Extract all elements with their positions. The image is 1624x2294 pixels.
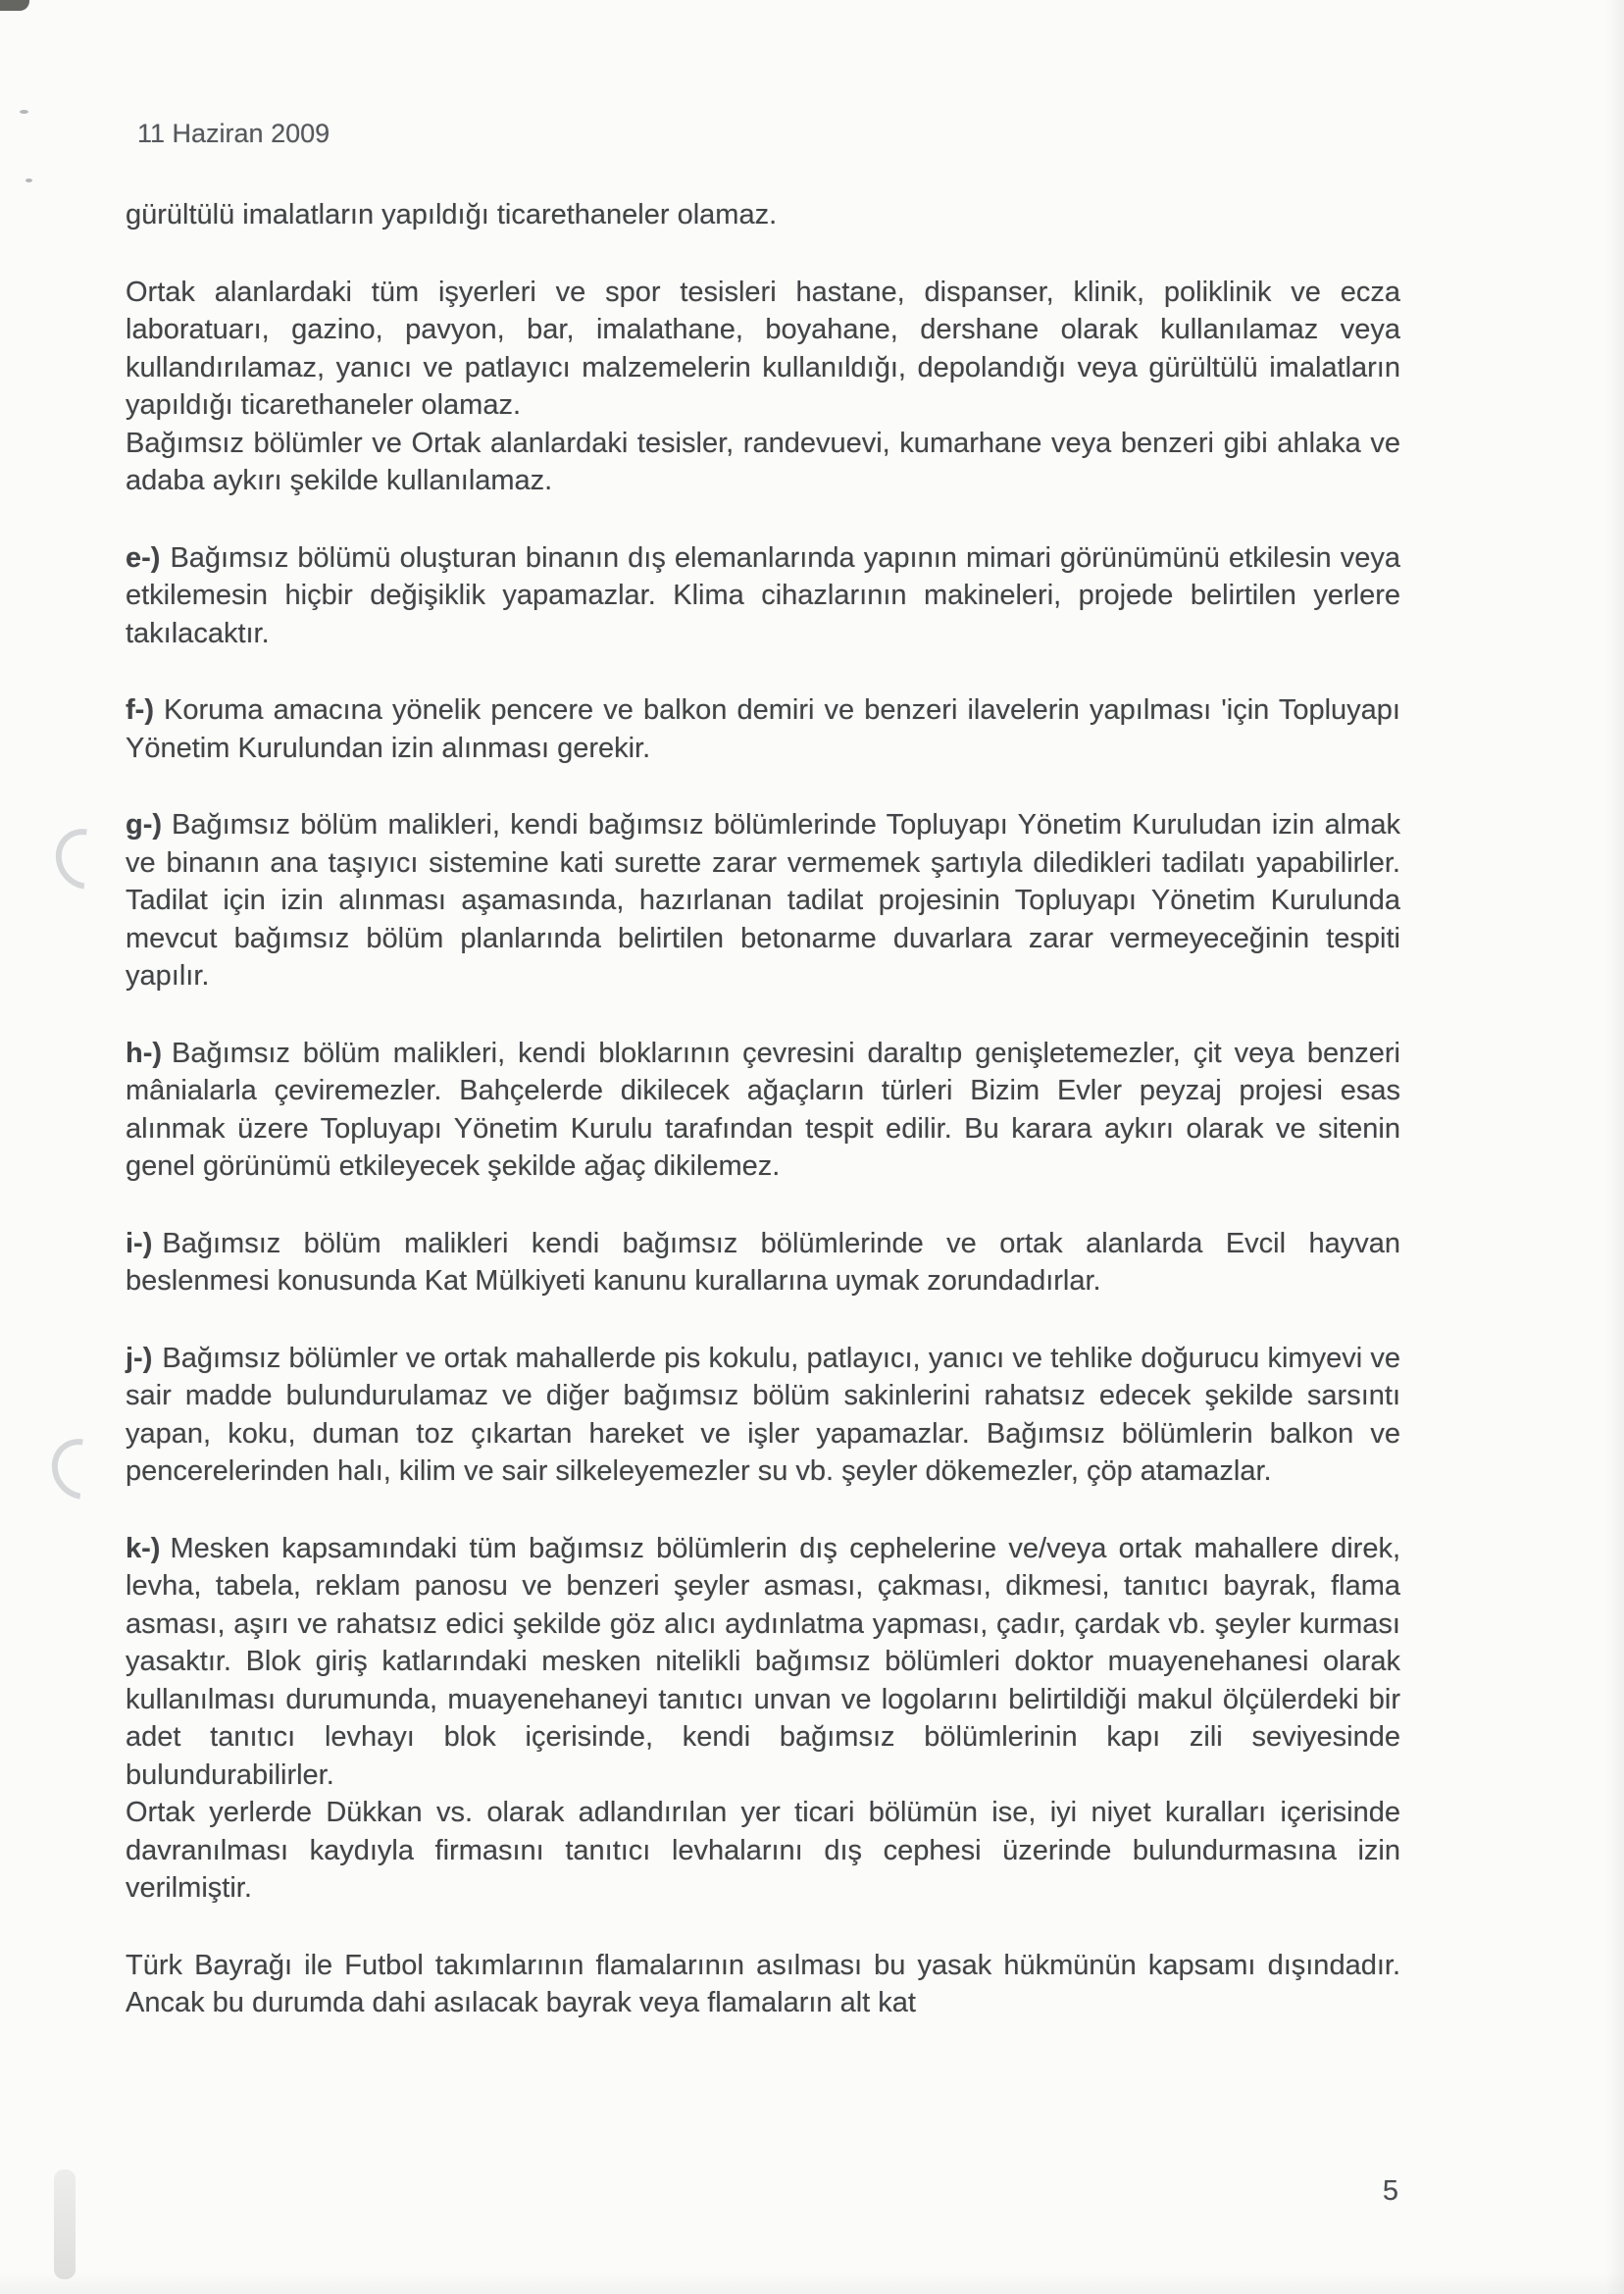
clause-label: k-) [126,1532,161,1564]
paragraph-text: Bağımsız bölümler ve Ortak alanlardaki tesisler, randevuevi, kumarhane veya benzeri gibi ahlaka ve adaba aykırı şekilde kullanılamaz. [126,427,1400,496]
clause-e [126,539,1400,653]
margin-pen-mark [43,817,127,901]
paragraph-text [126,691,1400,767]
clause-label: h-) [126,1037,163,1069]
clause-text: Bağımsız bölümü oluşturan binanın dış elemanlarında yapının mimari görünümünü etkilesin veya etkilemesin hiçbir değişiklik yapamazlar. Klima cihazlarının makineleri, projede belirtilen yerlere takılacaktır. [126,541,1400,649]
paragraph-text: Ortak yerlerde Dükkan vs. olarak adlandırılan yer ticari bölümün ise, iyi niyet kuralları içerisinde davranılması kaydıyla firmasını tanıtıcı levhalarını dış cephesi üzerinde bulundurmasına izin verilmiştir. [126,1797,1400,1904]
clause-text: Mesken kapsamındaki tüm bağımsız bölümlerin dış cephelerine ve/veya ortak mahallere direk, levha, tabela, reklam panosu ve benzeri şeyler asması, çakması, dikmesi, tanıtıcı bayrak, flama asması, aşırı ve rahatsız edici şekilde göz alıcı aydınlatma yapması, çadır, çardak vb. şeyler kurması yasaktır. Blok giriş katlarındaki mesken nitelikli bağımsız bölümleri doktor muayenehanesi olarak kullanılması durumunda, muayenehaneyi tanıtıcı unvan ve logolarını belirtildiği makul ölçülerdeki bir adet tanıtıcı levhayı blok içerisinde, kendi bağımsız bölümlerinin kapı zili seviyesinde bulundurabilirler. [126,1532,1400,1791]
clause-text: Bağımsız bölüm malikleri kendi bağımsız bölümlerinde ve ortak alanlarda Evcil hayvan beslenmesi konusunda Kat Mülkiyeti kanunu kurallarına uymak zorundadırlar. [126,1227,1400,1297]
paragraph-text [126,806,1400,995]
paragraph-continuation [126,196,1400,234]
paragraph-text [126,1035,1400,1186]
clause-k [126,1530,1400,1908]
paragraph-text: Türk Bayrağı ile Futbol takımlarının flamalarının asılması bu yasak hükmünün kapsamı dışındadır. Ancak bu durumda dahi asılacak bayrak veya flamaların alt kat [126,1949,1400,2018]
paragraph-text [126,1530,1400,1795]
paragraph-text: Ortak alanlardaki tüm işyerleri ve spor tesisleri hastane, dispanser, klinik, poliklinik ve ecza laboratuarı, gazino, pavyon, bar, imalathane, boyahane, dershane olarak kullanılamaz veya kullandırılamaz, yanıcı ve patlayıcı malzemelerin kullanıldığı, depolandığı veya gürültülü imalatların yapıldığı ticarethaneler olamaz. [126,276,1400,421]
paragraph-flags [126,1947,1400,2022]
clause-label: i-) [126,1227,153,1259]
paragraph-text: gürültülü imalatların yapıldığı ticarethaneler olamaz. [126,199,778,230]
paragraph-text [126,1225,1400,1300]
clause-h [126,1035,1400,1186]
clause-g [126,806,1400,995]
scan-corner-artifact [0,0,29,11]
paragraph-text [126,1340,1400,1491]
clause-label: g-) [126,809,163,841]
paragraph-text [126,539,1400,653]
margin-pen-mark [39,1427,123,1511]
document-date: 11 Haziran 2009 [137,119,330,148]
scan-speck-artifact [20,110,28,114]
scan-speck-artifact [25,178,32,182]
page-number: 5 [1382,2175,1398,2207]
clause-text: Bağımsız bölüm malikleri, kendi bloklarının çevresini daraltıp genişletemezler, çit veya benzeri mânialarla çeviremezler. Bahçelerde dikilecek ağaçların türleri Bizim Evler peyzaj projesi esas alınmak üzere Topluyapı Yönetim Kurulu tarafından tespit edilir. Bu karara aykırı olarak ve sitenin genel görünümü etkileyecek şekilde ağaç dikilemez. [126,1037,1400,1182]
clause-j [126,1340,1400,1491]
document-body [126,0,1400,2062]
clause-text: Bağımsız bölüm malikleri, kendi bağımsız bölümlerinde Topluyapı Yönetim Kuruludan izin almak ve binanın ana taşıyıcı sistemine kati surette zarar vermemek şartıyla diledikleri tadilatı yapabilirler. Tadilat için izin alınması aşamasında, hazırlanan tadilat projesinin Topluyapı Yönetim Kurulunda mevcut bağımsız bölüm planlarında belirtilen betonarme duvarlara zarar vermeyeceğinin tespiti yapılır. [126,809,1400,992]
clause-label: e-) [126,541,161,574]
clause-f [126,691,1400,767]
scan-shadow-artifact [54,2169,76,2279]
clause-text: Bağımsız bölümler ve ortak mahallerde pis kokulu, patlayıcı, yanıcı ve tehlike doğurucu kimyevi ve sair madde bulundurulamaz ve diğer bağımsız bölüm sakinlerini rahatsız edecek şekilde sarsıntı yapan, koku, duman toz çıkartan hareket ve işler yapamazlar. Bağımsız bölümlerin balkon ve pencerelerinden halı, kilim ve sair silkeleyemezler su vb. şeyler dökemezler, çöp atamazlar. [126,1342,1400,1487]
clause-label: f-) [126,694,154,726]
clause-label: j-) [126,1342,153,1374]
clause-text: Koruma amacına yönelik pencere ve balkon demiri ve benzeri ilavelerin yapılması 'için Topluyapı Yönetim Kurulundan izin alınması gerekir. [126,694,1400,764]
paragraph-common-areas [126,274,1400,500]
clause-i [126,1225,1400,1300]
